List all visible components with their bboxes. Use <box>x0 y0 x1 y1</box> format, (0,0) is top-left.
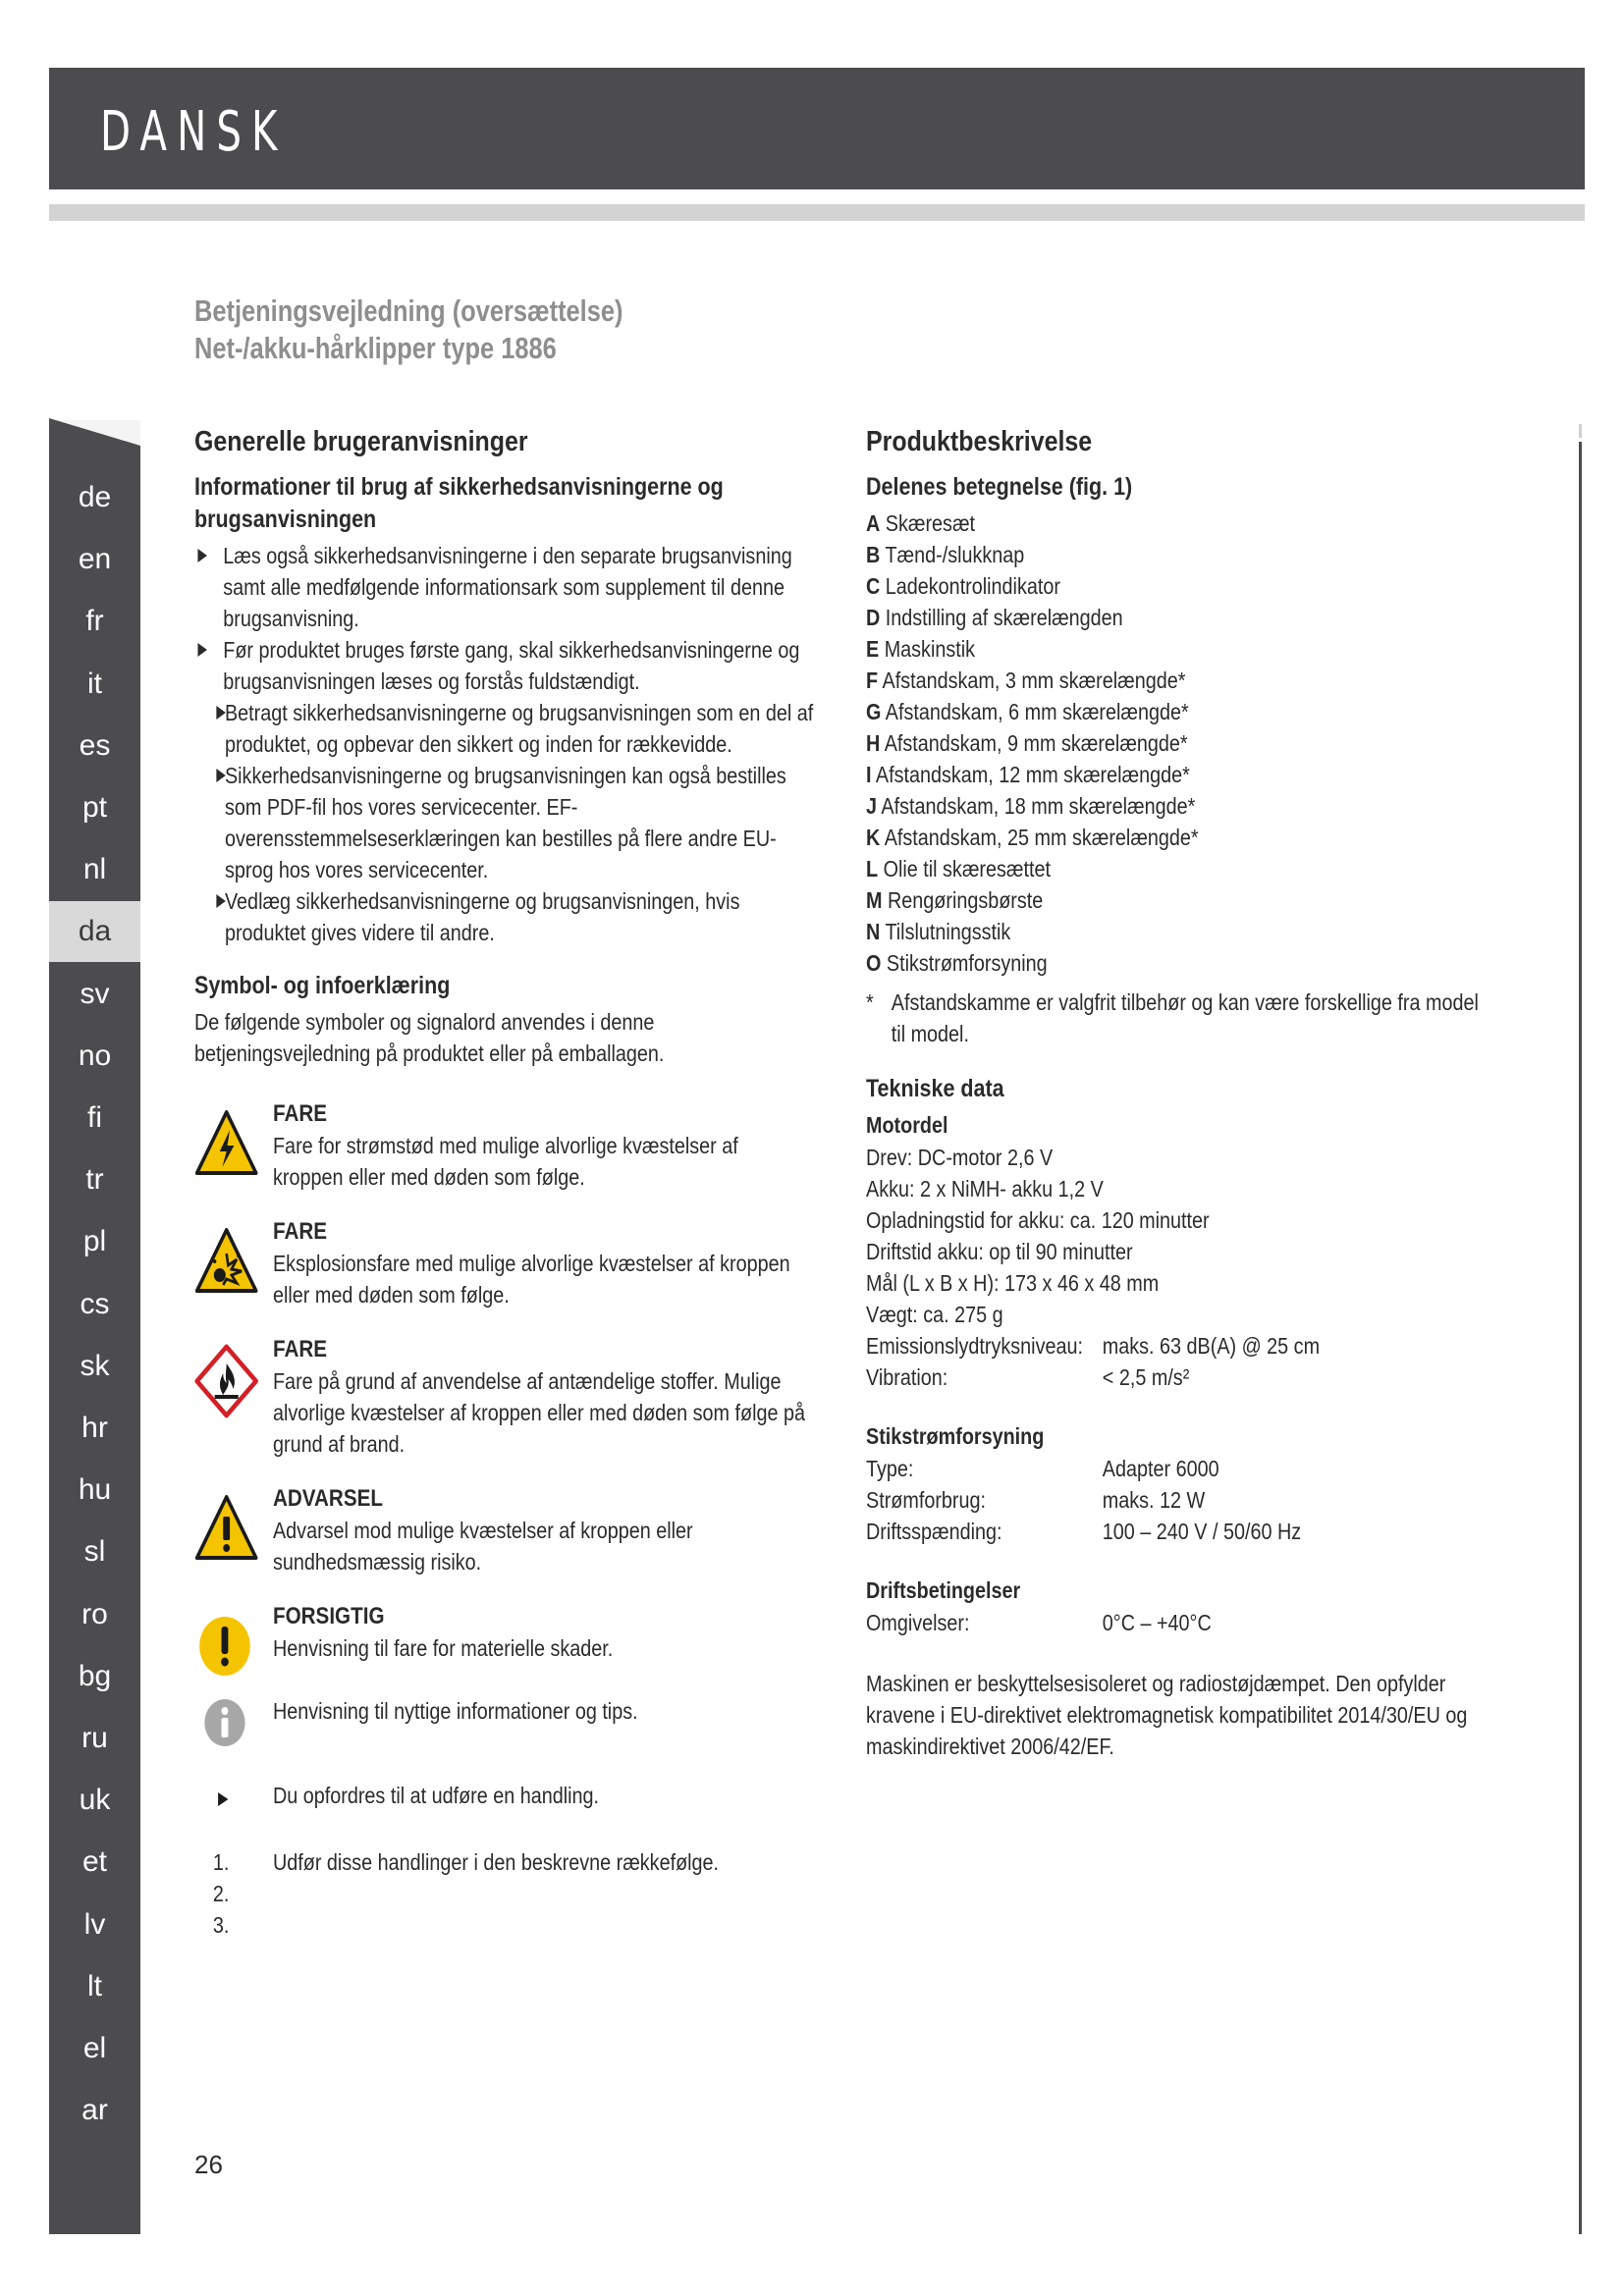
part-label: Tænd-/slukknap <box>885 542 1025 567</box>
power-specs <box>866 1453 1494 1547</box>
part-letter: K <box>866 825 881 850</box>
part-item <box>866 916 1494 947</box>
instruction-sub-bullet: Betragt sikkerhedsanvisningerne og brugsanvisningen som en del af produktet, og opbevar den sikkert og inden for rækkevidde. <box>194 697 813 760</box>
language-tab-tr[interactable]: tr <box>85 1163 104 1197</box>
part-letter: E <box>866 636 880 662</box>
symbol-text: Advarsel mod mulige kvæstelser af kroppen eller sundhedsmæssig risiko. <box>272 1518 693 1575</box>
product-description-heading: Produktbeskrivelse <box>866 426 1093 457</box>
motor-spec-line: Akku: 2 x NiMH- akku 1,2 V <box>866 1176 1104 1201</box>
footnote-mark: * <box>866 989 874 1015</box>
spec-key: Driftsspænding: <box>866 1519 1002 1544</box>
document-title-line-2: Net-/akku-hårklipper type 1886 <box>194 331 557 365</box>
compliance-text: Maskinen er beskyttelsesisoleret og radiostøjdæmpet. Den opfylder kravene i EU-direktivet elektromagnetisk kompatibilitet 2014/30/EU og maskindirektivet 2006/42/EF. <box>866 1671 1468 1759</box>
symbol-text: Fare for strømstød med mulige alvorlige kvæstelser af kroppen eller med døden som følge. <box>272 1133 738 1190</box>
part-letter: G <box>866 699 882 724</box>
left-column <box>194 422 813 1939</box>
symbol-title: FORSIGTIG <box>272 1603 385 1629</box>
part-letter: C <box>866 573 881 599</box>
symbol-title: ADVARSEL <box>272 1485 383 1512</box>
spec-key: Vibration: <box>866 1364 948 1390</box>
part-item <box>866 507 1494 539</box>
footnote <box>866 987 1494 1049</box>
language-tab-hu[interactable]: hu <box>78 1473 112 1507</box>
language-tab-pl[interactable]: pl <box>82 1225 107 1258</box>
power-supply-heading: Stikstrømforsyning <box>866 1423 1045 1449</box>
part-label: Afstandskam, 9 mm skærelængde* <box>884 730 1188 756</box>
spec-row <box>866 1607 1494 1638</box>
part-letter: L <box>866 856 879 881</box>
part-label: Afstandskam, 12 mm skærelængde* <box>875 762 1190 787</box>
right-edge-line <box>1579 442 1582 2234</box>
part-item <box>866 633 1494 665</box>
language-tab-el[interactable]: el <box>82 2032 107 2064</box>
action-arrow-icon <box>194 1780 258 1819</box>
symbol-row <box>194 1334 813 1460</box>
language-tab-uk[interactable]: uk <box>79 1784 111 1817</box>
spec-value: 0°C – +40°C <box>1102 1610 1212 1635</box>
part-letter: N <box>866 919 881 944</box>
operating-conditions-heading: Driftsbetingelser <box>866 1577 1021 1603</box>
header-bar <box>49 68 1585 189</box>
instruction-sub-bullet: Sikkerhedsanvisningerne og brugsanvisningen kan også bestilles som PDF-fil hos vores servicecenter. EF-overensstemmelseserklæringen kan bestilles på flere andre EU-sprog hos vores servicecenter. <box>194 760 813 885</box>
action-note: Du opfordres til at udføre en handling. <box>272 1783 600 1808</box>
symbol-row <box>194 1693 813 1762</box>
symbol-list <box>194 1098 813 1938</box>
numbered-note: Udfør disse handlinger i den beskrevne rækkefølge. <box>272 1849 720 1875</box>
part-item <box>866 822 1494 853</box>
language-tab-hr[interactable]: hr <box>81 1412 108 1444</box>
symbol-heading: Symbol- og infoerklæring <box>194 972 451 999</box>
language-tab-ru[interactable]: ru <box>81 1722 108 1754</box>
part-letter: F <box>866 667 879 693</box>
step-number: 1. <box>212 1849 230 1875</box>
part-label: Olie til skæresættet <box>883 856 1051 881</box>
spec-key: Type: <box>866 1456 914 1481</box>
part-item <box>866 759 1494 790</box>
part-item <box>866 853 1494 884</box>
motor-spec-line: Driftstid akku: op til 90 minutter <box>866 1239 1133 1264</box>
instruction-sub-bullets <box>194 697 813 948</box>
part-item <box>866 665 1494 696</box>
part-item <box>866 570 1494 602</box>
part-letter: A <box>866 510 881 536</box>
language-tab-ar[interactable]: ar <box>81 2094 108 2127</box>
motor-specs <box>866 1142 1494 1393</box>
part-item <box>866 539 1494 570</box>
part-letter: H <box>866 730 881 756</box>
info-heading: Informationer til brug af sikkerhedsanvisningerne og brugsanvisningen <box>194 473 724 533</box>
symbol-text: Fare på grund af anvendelse af antændelige stoffer. Mulige alvorlige kvæstelser af kroppen eller med døden som følge på grund af brand. <box>272 1368 805 1457</box>
step-numbers <box>213 1846 230 1941</box>
right-edge-mark <box>1579 424 1582 438</box>
part-label: Afstandskam, 25 mm skærelængde* <box>884 825 1199 850</box>
motor-spec-line: Opladningstid for akku: ca. 120 minutter <box>866 1207 1210 1233</box>
spec-value: < 2,5 m/s² <box>1102 1364 1190 1390</box>
part-letter: B <box>866 542 881 567</box>
symbol-title: FARE <box>272 1336 328 1362</box>
caution-icon <box>194 1611 258 1680</box>
language-tab-es[interactable]: es <box>79 728 111 762</box>
spec-value: maks. 63 dB(A) @ 25 cm <box>1102 1333 1321 1359</box>
part-item <box>866 696 1494 727</box>
part-label: Indstilling af skærelængden <box>885 605 1123 630</box>
parts-heading: Delenes betegnelse (fig. 1) <box>866 473 1133 501</box>
language-tab-no[interactable]: no <box>78 1039 112 1072</box>
language-tab-sv[interactable]: sv <box>80 977 110 1010</box>
part-item <box>866 790 1494 822</box>
symbol-row <box>194 1098 813 1193</box>
step-number: 3. <box>212 1912 230 1938</box>
header-divider <box>49 204 1585 221</box>
part-label: Afstandskam, 6 mm skærelængde* <box>885 699 1189 724</box>
part-label: Afstandskam, 3 mm skærelængde* <box>882 667 1186 693</box>
part-item <box>866 727 1494 759</box>
part-label: Stikstrømforsyning <box>886 950 1048 976</box>
part-label: Ladekontrolindikator <box>885 573 1060 599</box>
document-title-line-1: Betjeningsvejledning (oversættelse) <box>194 294 623 328</box>
language-tab-it[interactable]: it <box>87 667 102 700</box>
language-tab-de[interactable]: de <box>78 481 112 513</box>
language-tab-en[interactable]: en <box>78 543 112 576</box>
spec-key: Omgivelser: <box>866 1610 970 1635</box>
explosion-warning-icon <box>194 1226 258 1295</box>
language-tab-da[interactable]: da <box>49 901 140 962</box>
step-number: 2. <box>212 1881 230 1906</box>
instruction-bullet: Læs også sikkerhedsanvisningerne i den separate brugsanvisning samt alle medfølgende informationsark som supplement til denne brugsanvisning. <box>194 540 813 634</box>
electric-shock-warning-icon <box>194 1108 258 1177</box>
part-item <box>866 602 1494 633</box>
spec-row <box>866 1516 1494 1547</box>
right-column <box>866 422 1494 1762</box>
tech-data-heading: Tekniske data <box>866 1075 1004 1102</box>
motor-heading: Motordel <box>866 1112 948 1138</box>
motor-spec-line: Mål (L x B x H): 173 x 46 x 48 mm <box>866 1270 1160 1296</box>
symbol-row <box>194 1483 813 1577</box>
language-tab-sl[interactable]: sl <box>83 1535 106 1569</box>
spec-key: Strømforbrug: <box>866 1487 987 1513</box>
info-note: Henvisning til nyttige informationer og tips. <box>272 1698 638 1724</box>
symbol-row <box>194 1216 813 1310</box>
language-tab-fi[interactable]: fi <box>87 1101 102 1134</box>
symbol-row <box>194 1601 813 1670</box>
language-tab-ro[interactable]: ro <box>81 1597 108 1630</box>
info-icon <box>194 1693 258 1748</box>
spec-key: Emissionslydtryksniveau: <box>866 1333 1083 1359</box>
footnote-text: Afstandskamme er valgfrit tilbehør og kan være forskellige fra model til model. <box>891 989 1479 1046</box>
language-tab-nl[interactable]: nl <box>82 853 107 886</box>
spec-row <box>866 1453 1494 1484</box>
spec-row <box>866 1330 1494 1362</box>
part-label: Skæresæt <box>885 510 976 536</box>
page-number: 26 <box>194 2150 223 2179</box>
symbol-title: FARE <box>272 1218 328 1245</box>
language-tab-bg[interactable]: bg <box>78 1659 112 1692</box>
instruction-sub-bullet: Vedlæg sikkerhedsanvisningerne og brugsanvisningen, hvis produktet gives videre til andre. <box>194 885 813 948</box>
flammable-hazard-icon <box>194 1344 258 1418</box>
motor-spec-line: Vægt: ca. 275 g <box>866 1302 1003 1327</box>
part-item <box>866 884 1494 916</box>
spec-row <box>866 1362 1494 1393</box>
language-tab-fr[interactable]: fr <box>85 605 104 638</box>
language-tab-cs[interactable]: cs <box>80 1287 110 1320</box>
spec-value: 100 – 240 V / 50/60 Hz <box>1102 1519 1302 1544</box>
general-instructions-heading: Generelle brugeranvisninger <box>194 426 528 457</box>
symbol-title: FARE <box>272 1100 328 1127</box>
symbol-intro: De følgende symboler og signalord anvendes i denne betjeningsvejledning på produktet eller på emballagen. <box>194 1009 665 1066</box>
part-label: Maskinstik <box>884 636 976 662</box>
instruction-bullet: Før produktet bruges første gang, skal sikkerhedsanvisningerne og brugsanvisningen læses og forstås fuldstændigt. <box>194 634 813 697</box>
document-title <box>194 293 623 367</box>
language-title: DANSK <box>100 100 288 164</box>
part-letter: J <box>866 793 878 819</box>
parts-list <box>866 507 1494 979</box>
language-sidebar <box>49 446 140 2234</box>
part-letter: D <box>866 605 881 630</box>
motor-spec-line: Drev: DC-motor 2,6 V <box>866 1145 1054 1170</box>
symbol-text: Henvisning til fare for materielle skader. <box>272 1635 614 1661</box>
language-tab-lt[interactable]: lt <box>87 1969 102 2002</box>
part-label: Rengøringsbørste <box>887 887 1044 913</box>
general-warning-icon <box>194 1493 258 1562</box>
spec-value: Adapter 6000 <box>1102 1456 1219 1481</box>
language-tab-et[interactable]: et <box>81 1845 108 1879</box>
language-tab-lv[interactable]: lv <box>83 1907 106 1941</box>
part-label: Afstandskam, 18 mm skærelængde* <box>881 793 1196 819</box>
language-tab-pt[interactable]: pt <box>81 791 108 824</box>
symbol-row <box>194 1780 813 1819</box>
instruction-bullets <box>194 540 813 697</box>
part-letter: I <box>866 762 872 787</box>
spec-value: maks. 12 W <box>1102 1487 1206 1513</box>
symbol-text: Eksplosionsfare med mulige alvorlige kvæstelser af kroppen eller med døden som følge. <box>272 1251 790 1308</box>
language-tab-sk[interactable]: sk <box>80 1349 110 1382</box>
part-item <box>866 947 1494 979</box>
part-letter: M <box>866 887 883 913</box>
part-label: Tilslutningsstik <box>885 919 1011 944</box>
spec-row <box>866 1484 1494 1516</box>
part-letter: O <box>866 950 882 976</box>
symbol-row <box>194 1846 813 1938</box>
